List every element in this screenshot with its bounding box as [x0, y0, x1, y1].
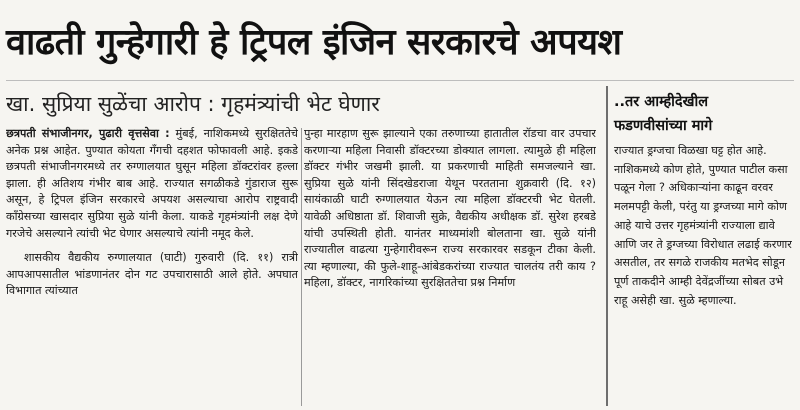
column-divider	[301, 128, 302, 406]
article-column-2	[304, 126, 596, 408]
article-text: मुंबई, नाशिकमध्ये सुरक्षिततेचे अनेक प्रश्न आहेत. पुण्यात कोयता गँगची दहशत फोफावली आहे. इकडे छत्रपती संभाजीनगरमध्ये तर रुग्णालयात घुसून महिला डॉक्टरांवर हल्ला झाला. ही अतिशय गंभीर बाब आहे. राज्यात सगळीकडे गुंडाराज सुरू असून, हे ट्रिपल इंजिन सरकारचे अपयश असल्याचा आरोप राष्ट्रवादी काँग्रेसच्या खासदार सुप्रिया सुळे यांनी केला. याकडे गृहमंत्र्यांनी लक्ष देणे गरजेचे असल्याने त्यांची भेट घेणार असल्याचे त्यांनी नमूद केले.	[6, 127, 298, 240]
article-paragraph	[6, 126, 298, 242]
sidebar-body: राज्यात ड्रग्जचा विळखा घट्ट होत आहे. नाशिकमध्ये कोण होते, पुण्यात पाटील कसा पळून गेला ? अधिकाऱ्यांना काढून वरवर मलमपट्टी केली, परंतु या ड्रग्जच्या मागे कोण आहे याचे उत्तर गृहमंत्र्यांनी राज्याला द्यावे आणि जर ते ड्रग्जच्या विरोधात लढाई करणार असतील, तर सगळे राजकीय मतभेद सोडून पूर्ण ताकदीने आम्ही देवेंद्रजींच्या सोबत उभे राहू असेही खा. सुळे म्हणाल्या.	[614, 144, 792, 307]
sidebar-heading-line: ..तर आम्हीदेखील	[614, 94, 709, 110]
headline-divider	[6, 80, 794, 81]
sidebar-divider	[606, 86, 608, 406]
sidebar-heading	[614, 90, 796, 138]
subheadline: खा. सुप्रिया सुळेंचा आरोप : गृहमंत्र्यांची भेट घेणार	[6, 92, 380, 116]
article-paragraph: पुन्हा मारहाण सुरू झाल्याने एका तरुणाच्या हातातील रॉडचा वार उपचार करणाऱ्या महिला निवासी डॉक्टरच्या डोक्यात लागला. त्यामुळे ही महिला डॉक्टर गंभीर जखमी झाली. या प्रकरणाची माहिती समजल्याने खा. सुप्रिया सुळे यांनी सिंदखेडराजा येथून परतताना शुक्रवारी (दि. १२) सायंकाळी घाटी रुग्णालयात येऊन त्या महिला डॉक्टरची भेट घेतली. यावेळी अधिष्ठाता डॉ. शिवाजी सुक्रे, वैद्यकीय अधीक्षक डॉ. सुरेश हरबडे यांची उपस्थिती होती. यानंतर माध्यमांशी बोलताना खा. सुळे यांनी राज्यातील वाढत्या गुन्हेगारीवरून राज्य सरकारवर सडकून टीका केली. त्या म्हणाल्या, की फुले-शाहू-आंबेडकरांच्या राज्यात चालतंय तरी काय ? महिला, डॉक्टर, नागरिकांच्या सुरक्षिततेचा प्रश्न निर्माण	[304, 127, 596, 290]
dateline: छत्रपती संभाजीनगर, पुढारी वृत्तसेवा :	[6, 127, 170, 140]
article-column-1	[6, 126, 298, 408]
sidebar-heading-line: फडणवीसांच्या मागे	[614, 118, 713, 134]
article-paragraph: शासकीय वैद्यकीय रुग्णालयात (घाटी) गुरुवारी (दि. ११) रात्री आपआपसातील भांडणानंतर दोन गट उपचारासाठी आले होते. अपघात विभागात त्यांच्यात	[6, 251, 298, 298]
headline: वाढती गुन्हेगारी हे ट्रिपल इंजिन सरकारचे अपयश	[6, 22, 622, 63]
